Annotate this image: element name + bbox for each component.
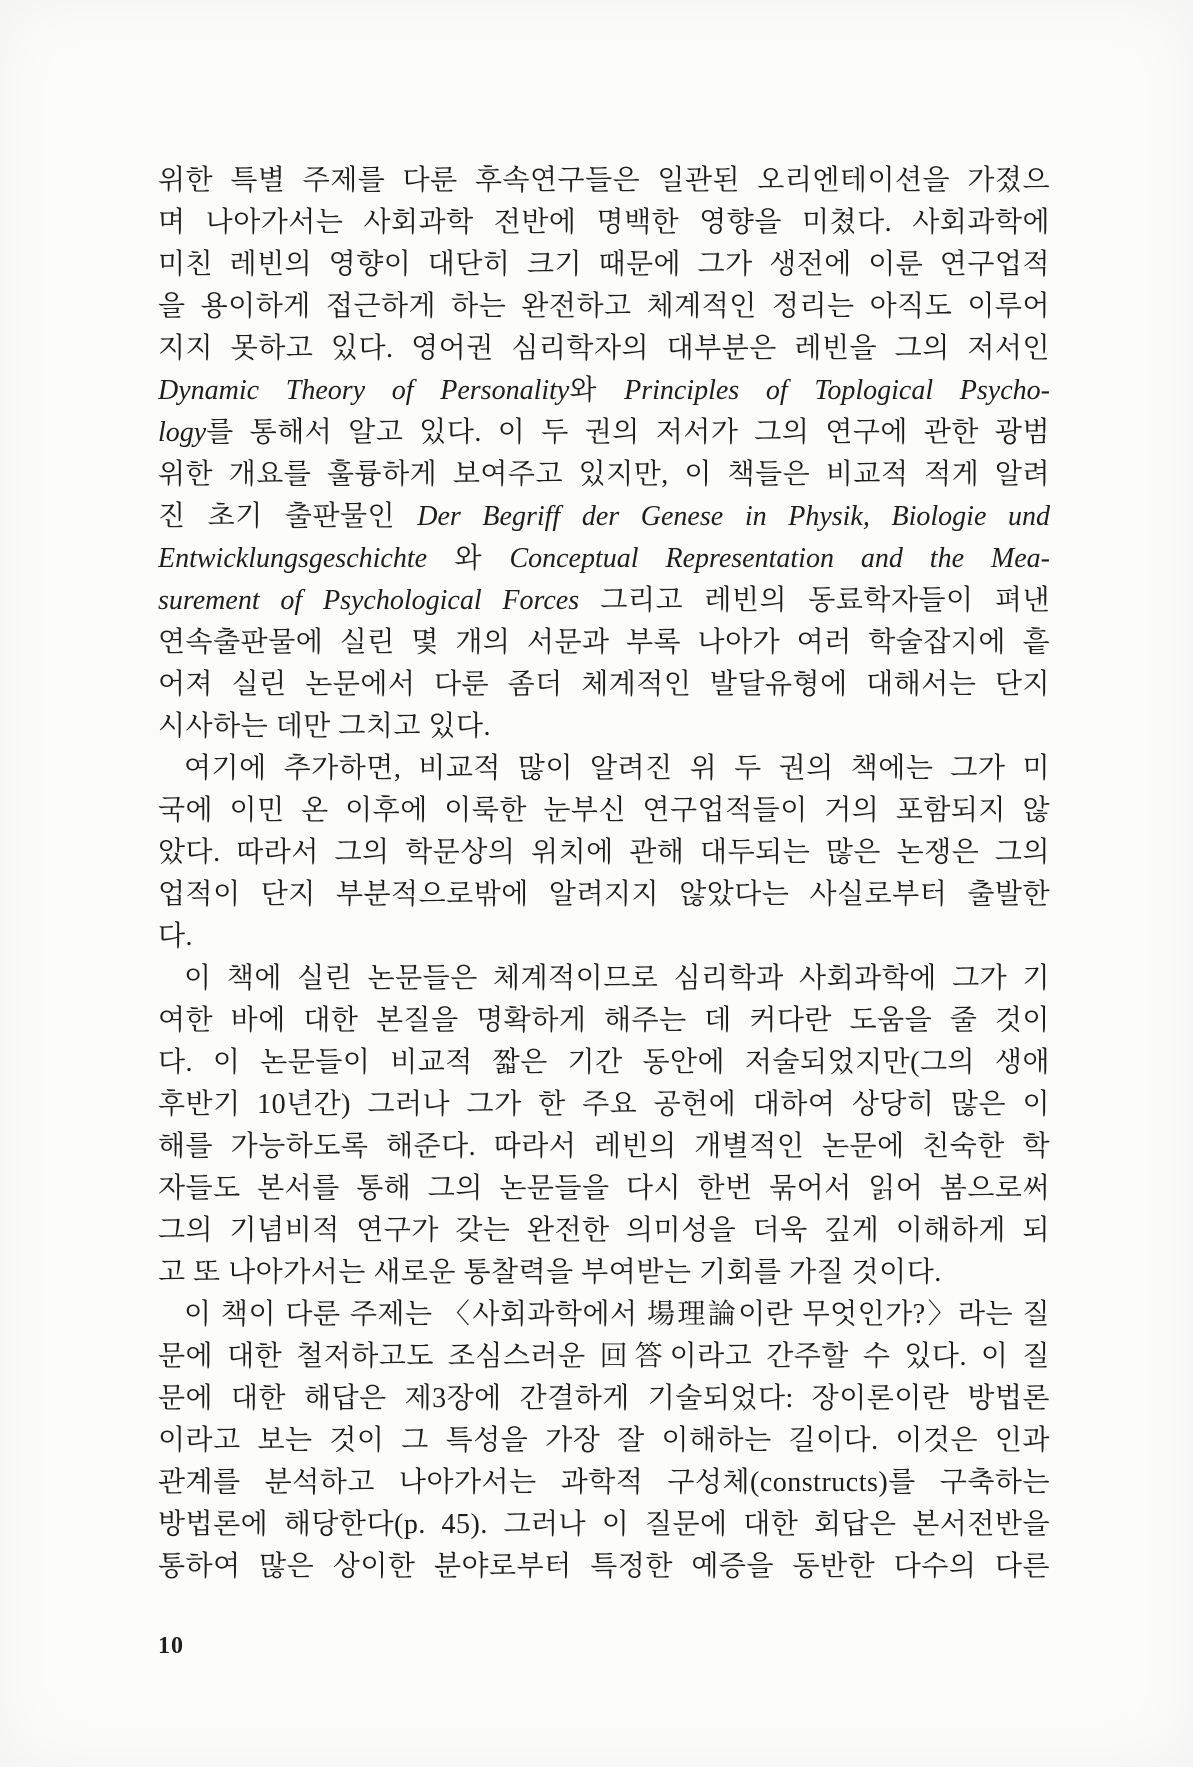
page-number: 10 [158, 1633, 184, 1659]
text-line: 연속출판물에 실린 몇 개의 서문과 부록 나아가 여러 학술잡지에 흩 [158, 627, 1050, 658]
text-segment: 진 초기 출판물인 [158, 501, 418, 532]
text-line: 해를 가능하도록 해준다. 따라서 레빈의 개별적인 논문에 친숙한 학 [158, 1131, 1050, 1162]
book-title: Principles of Toplogical Psycho- [624, 375, 1050, 406]
text-line: 시사하는 데만 그치고 있다. [158, 711, 492, 742]
text-line [158, 538, 1050, 580]
text-line: 후반기 10년간) 그러나 그가 한 주요 공헌에 대하여 상당히 많은 이 [158, 1089, 1050, 1120]
text-line: 며 나아가서는 사회과학 전반에 명백한 영향을 미쳤다. 사회과학에 [158, 207, 1050, 238]
text-line: 위한 개요를 훌륭하게 보여주고 있지만, 이 책들은 비교적 적게 알려 [158, 459, 1050, 490]
text-line: 다. [158, 921, 194, 952]
paragraph [158, 160, 1050, 748]
text-line: 문에 대한 철저하고도 조심스러운 回答이라고 간주할 수 있다. 이 질 [158, 1341, 1050, 1372]
text-line: 관계를 분석하고 나아가서는 과학적 구성체(constructs)를 구축하는 [158, 1467, 1050, 1498]
book-title: logy [158, 417, 207, 448]
text-segment: 그리고 레빈의 동료학자들이 펴낸 [579, 585, 1050, 616]
text-line: 자들도 본서를 통해 그의 논문들을 다시 한번 묶어서 읽어 봄으로써 [158, 1173, 1050, 1204]
text-line: 국에 이민 온 이후에 이룩한 눈부신 연구업적들이 거의 포함되지 않 [158, 795, 1050, 826]
text-line: 문에 대한 해답은 제3장에 간결하게 기술되었다: 장이론이란 방법론 [158, 1383, 1050, 1414]
paragraph [158, 1294, 1050, 1588]
text-line: 여기에 추가하면, 비교적 많이 알려진 위 두 권의 책에는 그가 미 [184, 753, 1050, 784]
text-line: 이 책이 다룬 주제는 〈사회과학에서 場理論이란 무엇인가?〉라는 질 [184, 1299, 1050, 1330]
text-line: 고 또 나아가서는 새로운 통찰력을 부여받는 기회를 가질 것이다. [158, 1257, 942, 1288]
text-line: 이라고 보는 것이 그 특성을 가장 잘 이해하는 길이다. 이것은 인과 [158, 1425, 1050, 1456]
text-line: 다. 이 논문들이 비교적 짧은 기간 동안에 저술되었지만(그의 생애 [158, 1047, 1050, 1078]
book-title: Entwicklungsgeschichte [158, 543, 428, 574]
text-line [158, 580, 1050, 622]
text-line: 미친 레빈의 영향이 대단히 크기 때문에 그가 생전에 이룬 연구업적 [158, 249, 1050, 280]
text-line: 위한 특별 주제를 다룬 후속연구들은 일관된 오리엔테이션을 가졌으 [158, 165, 1050, 196]
text-line: 이 책에 실린 논문들은 체계적이므로 심리학과 사회과학에 그가 기 [184, 963, 1050, 994]
book-title: surement of Psychological Forces [158, 585, 580, 616]
text-line [158, 496, 1050, 538]
body-text [158, 160, 1050, 1588]
text-line: 았다. 따라서 그의 학문상의 위치에 관해 대두되는 많은 논쟁은 그의 [158, 837, 1050, 868]
book-title: Der Begriff der Genese in Physik, Biologie und [417, 501, 1050, 532]
text-line: 그의 기념비적 연구가 갖는 완전한 의미성을 더욱 깊게 이해하게 되 [158, 1215, 1050, 1246]
paragraph [158, 748, 1050, 958]
text-line: 방법론에 해당한다(p. 45). 그러나 이 질문에 대한 회답은 본서전반을 [158, 1509, 1050, 1540]
book-title: Conceptual Representation and the Mea- [509, 543, 1050, 574]
paragraph [158, 958, 1050, 1294]
text-line: 지지 못하고 있다. 영어권 심리학자의 대부분은 레빈을 그의 저서인 [158, 333, 1050, 364]
text-line: 통하여 많은 상이한 분야로부터 특정한 예증을 동반한 다수의 다른 [158, 1551, 1050, 1582]
text-segment: 와 [427, 543, 510, 574]
book-title: Dynamic Theory of Personality [158, 375, 570, 406]
text-line: 을 용이하게 접근하게 하는 완전하고 체계적인 정리는 아직도 이루어 [158, 291, 1050, 322]
text-line [158, 412, 1050, 454]
text-line: 여한 바에 대한 본질을 명확하게 해주는 데 커다란 도움을 줄 것이 [158, 1005, 1050, 1036]
text-line [158, 370, 1050, 412]
text-segment: 와 [569, 375, 625, 406]
text-segment: 를 통해서 알고 있다. 이 두 권의 저서가 그의 연구에 관한 광범 [206, 417, 1050, 448]
text-line: 업적이 단지 부분적으로밖에 알려지지 않았다는 사실로부터 출발한 [158, 879, 1050, 910]
text-line: 어져 실린 논문에서 다룬 좀더 체계적인 발달유형에 대해서는 단지 [158, 669, 1050, 700]
